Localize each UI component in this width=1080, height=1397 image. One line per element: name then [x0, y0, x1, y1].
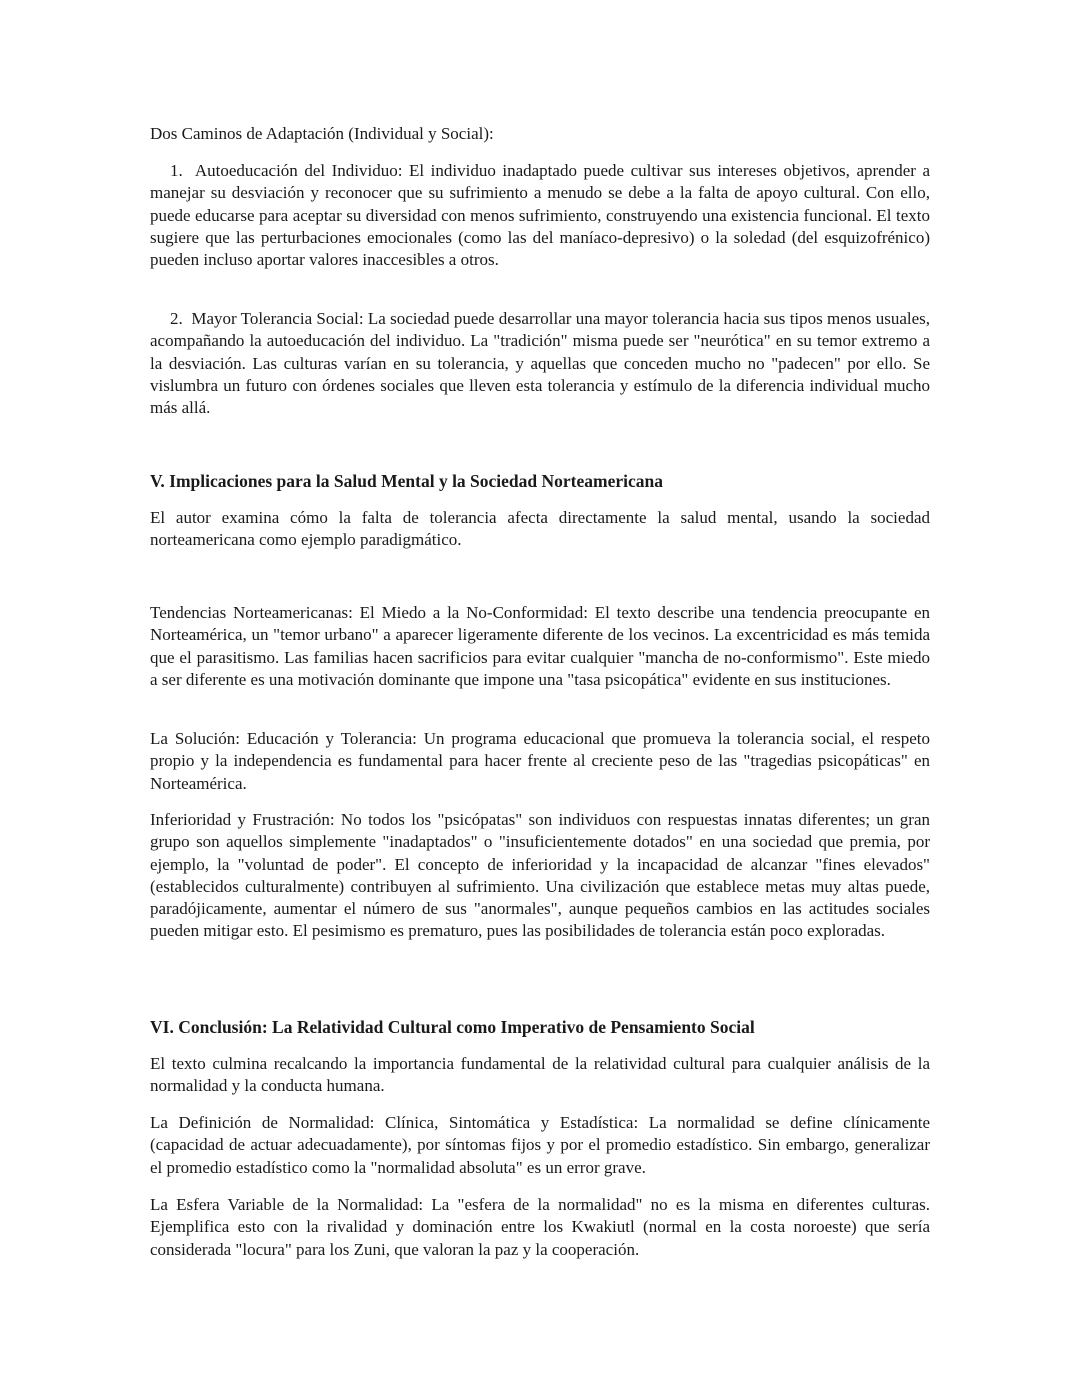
list-number: 1.	[170, 161, 183, 180]
list-item	[150, 160, 930, 271]
list-number: 2.	[170, 309, 183, 328]
list-text: Mayor Tolerancia Social: La sociedad puede desarrollar una mayor tolerancia hacia sus tipos menos usuales, acompañando la autoeducación del individuo. La "tradición" misma puede ser "neurótica" en su temor extremo a la desviación. Las culturas varían en su tolerancia, y aquellas que conceden mucho no "padecen" por ello. Se vislumbra un futuro con órdenes sociales que lleven esta tolerancia y estímulo de la diferencia individual mucho más allá.	[150, 309, 931, 418]
intro-line: Dos Caminos de Adaptación (Individual y Social):	[150, 124, 494, 143]
paragraph: La Esfera Variable de la Normalidad: La "esfera de la normalidad" no es la misma en diferentes culturas. Ejemplifica esto con la rivalidad y dominación entre los Kwakiutl (normal en la costa noroeste) que sería considerada "locura" para los Zuni, que valoran la paz y la cooperación.	[150, 1195, 930, 1259]
paragraph: El autor examina cómo la falta de tolerancia afecta directamente la salud mental, usando la sociedad norteamericana como ejemplo paradigmático.	[150, 508, 930, 550]
paragraph: La Definición de Normalidad: Clínica, Sintomática y Estadística: La normalidad se define clínicamente (capacidad de actuar adecuadamente), por síntomas fijos y por el promedio estadístico. Sin embargo, generalizar el promedio estadístico como la "normalidad absoluta" es un error grave.	[150, 1113, 930, 1177]
section-heading: V. Implicaciones para la Salud Mental y la Sociedad Norteamericana	[150, 471, 663, 491]
list-text: Autoeducación del Individuo: El individuo inadaptado puede cultivar sus intereses objetivos, aprender a manejar su desviación y reconocer que su sufrimiento a menudo se debe a la falta de apoyo cultural. Con ello, puede educarse para aceptar su diversidad con menos sufrimiento, construyendo una existencia funcional. El texto sugiere que las perturbaciones emocionales (como las del maníaco-depresivo) o la soledad (del esquizofrénico) pueden incluso aportar valores inaccesibles a otros.	[150, 161, 930, 270]
paragraph: La Solución: Educación y Tolerancia: Un programa educacional que promueva la tolerancia social, el respeto propio y la independencia es fundamental para hacer frente al creciente peso de las "tragedias psicopáticas" en Norteamérica.	[150, 729, 930, 793]
paragraph: Tendencias Norteamericanas: El Miedo a la No-Conformidad: El texto describe una tendencia preocupante en Norteamérica, un "temor urbano" a aparecer ligeramente diferente de los vecinos. La excentricidad es más temida que el parasitismo. Las familias hacen sacrificios para evitar cualquier "mancha de no-conformismo". Este miedo a ser diferente es una motivación dominante que impone una "tasa psicopática" evidente en sus instituciones.	[150, 603, 930, 689]
paragraph: Inferioridad y Frustración: No todos los "psicópatas" son individuos con respuestas innatas diferentes; un gran grupo son aquellos simplemente "inadaptados" o "insuficientemente dotados" en una sociedad que premia, por ejemplo, la "voluntad de poder". El concepto de inferioridad y la incapacidad de alcanzar "fines elevados" (establecidos culturalmente) contribuyen al sufrimiento. Una civilización que establece metas muy altas puede, paradójicamente, aumentar el número de sus "anormales", aunque pequeños cambios en las actitudes sociales pueden mitigar esto. El pesimismo es prematuro, pues las posibilidades de tolerancia están poco exploradas.	[150, 810, 930, 941]
section-heading: VI. Conclusión: La Relatividad Cultural como Imperativo de Pensamiento Social	[150, 1017, 755, 1037]
list-item	[150, 308, 930, 419]
paragraph: El texto culmina recalcando la importancia fundamental de la relatividad cultural para cualquier análisis de la normalidad y la conducta humana.	[150, 1054, 930, 1096]
